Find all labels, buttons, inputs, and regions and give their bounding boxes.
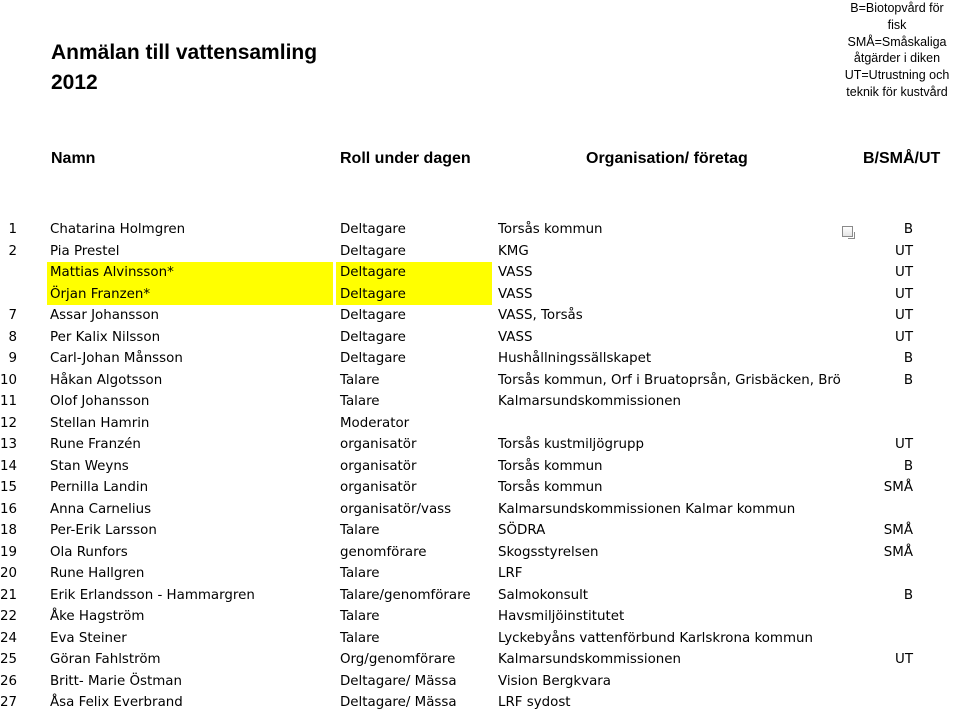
table-row	[0, 348, 960, 370]
participant-category: UT	[895, 286, 913, 302]
participant-name: Eva Steiner	[50, 630, 127, 646]
participant-organisation: Torsås kommun	[498, 458, 603, 474]
participant-name: Håkan Algotsson	[50, 372, 163, 388]
participant-category	[860, 628, 913, 650]
row-number	[0, 284, 17, 306]
participant-role: Talare	[340, 394, 380, 409]
participant-organisation: KMG	[498, 243, 529, 259]
participant-name: Örjan Franzen*	[50, 286, 151, 302]
participant-organisation: Kalmarsundskommissionen	[498, 394, 682, 409]
participant-organisation: Torsås kustmiljögrupp	[498, 437, 644, 452]
participant-role: Deltagare/ Mässa	[340, 695, 457, 710]
participant-name: Per-Erik Larsson	[50, 523, 157, 538]
participant-category: B	[903, 351, 913, 366]
participant-category	[860, 606, 913, 628]
participant-category	[860, 499, 913, 521]
participant-role: Deltagare	[340, 265, 406, 280]
participant-organisation: Torsås kommun, Orf i Bruatoprsån, Grisbäcken, Brö	[498, 372, 841, 388]
participant-name: Pia Prestel	[50, 243, 120, 259]
participant-category	[860, 413, 913, 435]
participant-role: genomförare	[340, 544, 427, 560]
participant-organisation: Havsmiljöinstitutet	[498, 609, 625, 624]
legend-line: åtgärder i diken	[853, 51, 941, 66]
row-number: 9	[8, 351, 17, 366]
table-row	[0, 391, 960, 413]
participant-category: B	[903, 222, 913, 237]
participant-name: Mattias Alvinsson*	[50, 265, 174, 280]
table-row	[0, 434, 960, 456]
participant-organisation: LRF	[498, 566, 523, 581]
participant-category: UT	[895, 437, 913, 452]
row-number: 12	[0, 415, 18, 431]
table-row	[0, 542, 960, 564]
row-number: 11	[0, 394, 18, 409]
participant-organisation: VASS	[498, 286, 533, 302]
participant-role: Deltagare/ Mässa	[340, 673, 457, 689]
participant-organisation: VASS	[498, 265, 533, 280]
title-line-1: Anmälan till vattensamling	[51, 41, 318, 64]
title-line-2: 2012	[51, 71, 98, 94]
participant-name: Åsa Felix Everbrand	[50, 695, 183, 710]
participant-organisation: Skogsstyrelsen	[498, 544, 599, 560]
page-title	[51, 38, 317, 98]
table-row	[0, 671, 960, 693]
participant-name: Britt- Marie Östman	[50, 673, 182, 689]
participant-role: Talare	[340, 630, 380, 646]
participant-category: UT	[895, 652, 913, 667]
row-number: 16	[0, 501, 18, 517]
participant-role: Deltagare	[340, 351, 406, 366]
participant-organisation: LRF sydost	[498, 695, 571, 710]
participant-category: B	[903, 587, 913, 603]
row-number: 1	[8, 222, 17, 237]
table-row	[0, 563, 960, 585]
participant-name: Stan Weyns	[50, 458, 129, 474]
participant-category: B	[903, 372, 913, 388]
row-number: 22	[0, 609, 18, 624]
participant-organisation: Vision Bergkvara	[498, 673, 612, 689]
participant-name: Åke Hagström	[50, 609, 145, 624]
column-header-name: Namn	[51, 150, 96, 167]
participant-name: Erik Erlandsson - Hammargren	[50, 587, 255, 603]
table-row	[0, 284, 960, 306]
column-header-org: Organisation/ företag	[586, 150, 748, 167]
table-row	[0, 456, 960, 478]
participant-role: organisatör/vass	[340, 501, 452, 517]
participant-role: Deltagare	[340, 286, 406, 302]
row-number: 20	[0, 566, 18, 581]
participant-name: Carl-Johan Månsson	[50, 351, 183, 366]
table-row	[0, 262, 960, 284]
participant-category: B	[903, 458, 913, 474]
table-row	[0, 628, 960, 650]
participant-category: SMÅ	[883, 480, 913, 495]
column-header-category: B/SMÅ/UT	[863, 150, 941, 167]
table-row	[0, 305, 960, 327]
participant-role: Org/genomförare	[340, 652, 456, 667]
participant-organisation: Kalmarsundskommissionen	[498, 652, 682, 667]
participant-category	[860, 391, 913, 413]
row-number: 14	[0, 458, 18, 474]
participant-name: Pernilla Landin	[50, 480, 149, 495]
row-number: 8	[8, 329, 17, 345]
table-row	[0, 692, 960, 714]
row-number: 24	[0, 630, 18, 646]
table-row	[0, 499, 960, 521]
row-number: 21	[0, 587, 18, 603]
participant-name: Per Kalix Nilsson	[50, 329, 161, 345]
category-legend	[838, 0, 956, 101]
participant-role: Deltagare	[340, 308, 406, 323]
row-number: 18	[0, 523, 18, 538]
row-number: 19	[0, 544, 18, 560]
participant-role: Talare	[340, 566, 380, 581]
table-row	[0, 327, 960, 349]
legend-line: fisk	[887, 17, 907, 32]
participant-organisation: Torsås kommun	[498, 222, 603, 237]
row-number	[0, 262, 17, 284]
participant-category: SMÅ	[883, 544, 913, 560]
participant-category: SMÅ	[883, 523, 913, 538]
table-row	[0, 520, 960, 542]
row-number: 15	[0, 480, 18, 495]
row-number: 7	[8, 308, 17, 323]
participant-organisation: Hushållningssällskapet	[498, 351, 652, 366]
table-row	[0, 606, 960, 628]
participant-category	[860, 692, 913, 714]
row-number: 27	[0, 695, 18, 710]
table-row	[0, 370, 960, 392]
table-row	[0, 477, 960, 499]
row-number: 26	[0, 673, 18, 689]
participant-organisation: Lyckebyåns vattenförbund Karlskrona kommun	[498, 630, 813, 646]
table-row	[0, 219, 960, 241]
participant-name: Olof Johansson	[50, 394, 150, 409]
row-number: 13	[0, 437, 18, 452]
row-number: 2	[8, 243, 17, 259]
legend-line: teknik för kustvård	[846, 84, 948, 99]
participant-category: UT	[895, 243, 913, 259]
participant-name: Ola Runfors	[50, 544, 128, 560]
participant-name: Rune Franzén	[50, 437, 141, 452]
participant-role: Talare/genomförare	[340, 587, 471, 603]
participant-role: Talare	[340, 523, 380, 538]
legend-line: B=Biotopvård för	[850, 1, 944, 15]
participant-organisation: VASS, Torsås	[498, 308, 583, 323]
participant-organisation: Salmokonsult	[498, 587, 589, 603]
participant-role: organisatör	[340, 437, 417, 452]
participant-table	[0, 219, 960, 714]
participant-organisation: VASS	[498, 329, 533, 345]
participant-organisation: Torsås kommun	[498, 480, 603, 495]
participant-role: Talare	[340, 372, 380, 388]
table-row	[0, 413, 960, 435]
participant-organisation: Kalmarsundskommissionen Kalmar kommun	[498, 501, 796, 517]
participant-role: organisatör	[340, 480, 417, 495]
participant-name: Göran Fahlström	[50, 652, 161, 667]
participant-name: Stellan Hamrin	[50, 415, 150, 431]
participant-role: Deltagare	[340, 222, 406, 237]
participant-organisation: SÖDRA	[498, 523, 546, 538]
participant-role: Talare	[340, 609, 380, 624]
participant-role: Moderator	[340, 415, 410, 431]
participant-role: organisatör	[340, 458, 417, 474]
participant-category: UT	[895, 308, 913, 323]
row-number: 25	[0, 652, 18, 667]
table-row	[0, 585, 960, 607]
participant-name: Rune Hallgren	[50, 566, 145, 581]
legend-line: UT=Utrustning och	[844, 68, 950, 83]
table-row	[0, 241, 960, 263]
participant-role: Deltagare	[340, 329, 406, 345]
participant-category: UT	[895, 265, 913, 280]
participant-name: Anna Carnelius	[50, 501, 152, 517]
legend-line: SMÅ=Småskaliga	[847, 34, 947, 49]
participant-category	[860, 671, 913, 693]
table-row	[0, 649, 960, 671]
participant-name: Assar Johansson	[50, 308, 160, 323]
column-header-role: Roll under dagen	[340, 150, 471, 167]
participant-name: Chatarina Holmgren	[50, 222, 186, 237]
row-number: 10	[0, 372, 18, 388]
participant-category: UT	[895, 329, 913, 345]
participant-role: Deltagare	[340, 243, 406, 259]
participant-category	[860, 563, 913, 585]
